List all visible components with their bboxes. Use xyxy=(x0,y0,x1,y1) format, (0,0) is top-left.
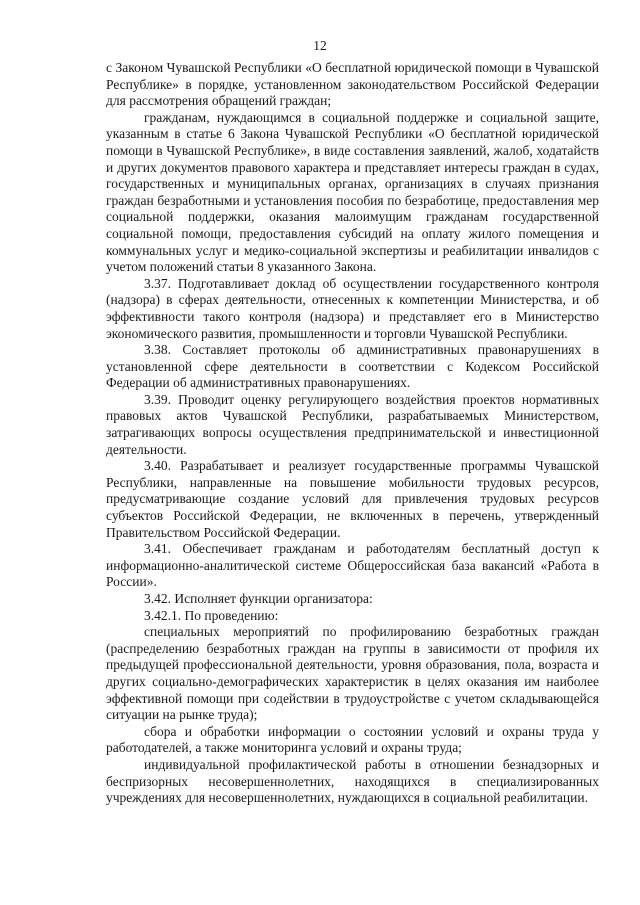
paragraph-3-39: 3.39. Проводит оценку регулирующего воздействия проектов нормативных правовых актов Чувашской Республики, разрабатываемых Министерством, затрагивающих вопросы осуществления предпринимательской и инвестиционной деятельности. xyxy=(106,391,599,457)
paragraph-3-41: 3.41. Обеспечивает гражданам и работодателям бесплатный доступ к информационно-аналитической системе Общероссийская база вакансий «Работа в России». xyxy=(106,541,599,590)
paragraph-3-42: 3.42. Исполняет функции организатора: xyxy=(144,591,373,606)
paragraph-3-38: 3.38. Составляет протоколы об административных правонарушениях в установленной сфере деятельности в соответствии с Кодексом Российской Федерации об административных правонарушениях. xyxy=(106,342,599,391)
paragraph-3-40: 3.40. Разрабатывает и реализует государственные программы Чувашской Республики, направленные на повышение мобильности трудовых ресурсов, предусматривающие создание условий для привлечения трудовых ресурсов субъектов Российской Федерации, не включенных в перечень, утвержденный Правительством Российской Федерации. xyxy=(106,458,599,540)
paragraph-social-support-citizens: гражданам, нуждающимся в социальной поддержке и социальной защите, указанным в статье 6 Закона Чувашской Республики «О бесплатной юридической помощи в Чувашской Республике», в виде составления заявлений, жалоб, ходатайств и других документов правового характера и представляет интересы граждан в судах, государственных и муниципальных органах, организациях в случаях признания граждан безработными и установления пособия по безработице, предоставления мер социальной поддержки, оказания малоимущим гражданам государственной социальной помощи, предоставления субсидий на оплату жилого помещения и коммунальных услуг и медико-социальной экспертизы и реабилитации инвалидов с учетом положений статьи 8 указанного Закона. xyxy=(106,109,599,275)
paragraph-prevention-work: индивидуальной профилактической работы в отношении безнадзорных и беспризорных несовершеннолетних, находящихся в специализированных учреждениях для несовершеннолетних, нуждающихся в социальной реабилитации. xyxy=(106,756,599,806)
paragraph-3-37: 3.37. Подготавливает доклад об осуществлении государственного контроля (надзора) в сферах деятельности, отнесенных к компетенции Министерства, и об эффективности такого контроля (надзора) и представляет его в Министерство экономического развития, промышленности и торговли Чувашской Республики. xyxy=(106,275,599,341)
paragraph-continuation: с Законом Чувашской Республики «О бесплатной юридической помощи в Чувашской Республике» в порядке, установленном законодательством Российской Федерации для рассмотрения обращений граждан; xyxy=(106,60,599,109)
page-number: 12 xyxy=(313,38,327,53)
paragraph-3-42-1: 3.42.1. По проведению: xyxy=(144,607,279,623)
paragraph-labor-conditions: сбора и обработки информации о состоянии условий и охраны труда у работодателей, а также мониторинга условий и охраны труда; xyxy=(106,723,599,756)
document-body xyxy=(106,60,599,807)
paragraph-profiling-measures: специальных мероприятий по профилированию безработных граждан (распределению безработных граждан на группы в зависимости от профиля их предыдущей профессиональной деятельности, уровня образования, пола, возраста и других социально-демографических характеристик в целях оказания им наиболее эффективной помощи при содействии в трудоустройстве с учетом складывающейся ситуации на рынке труда); xyxy=(106,624,599,723)
